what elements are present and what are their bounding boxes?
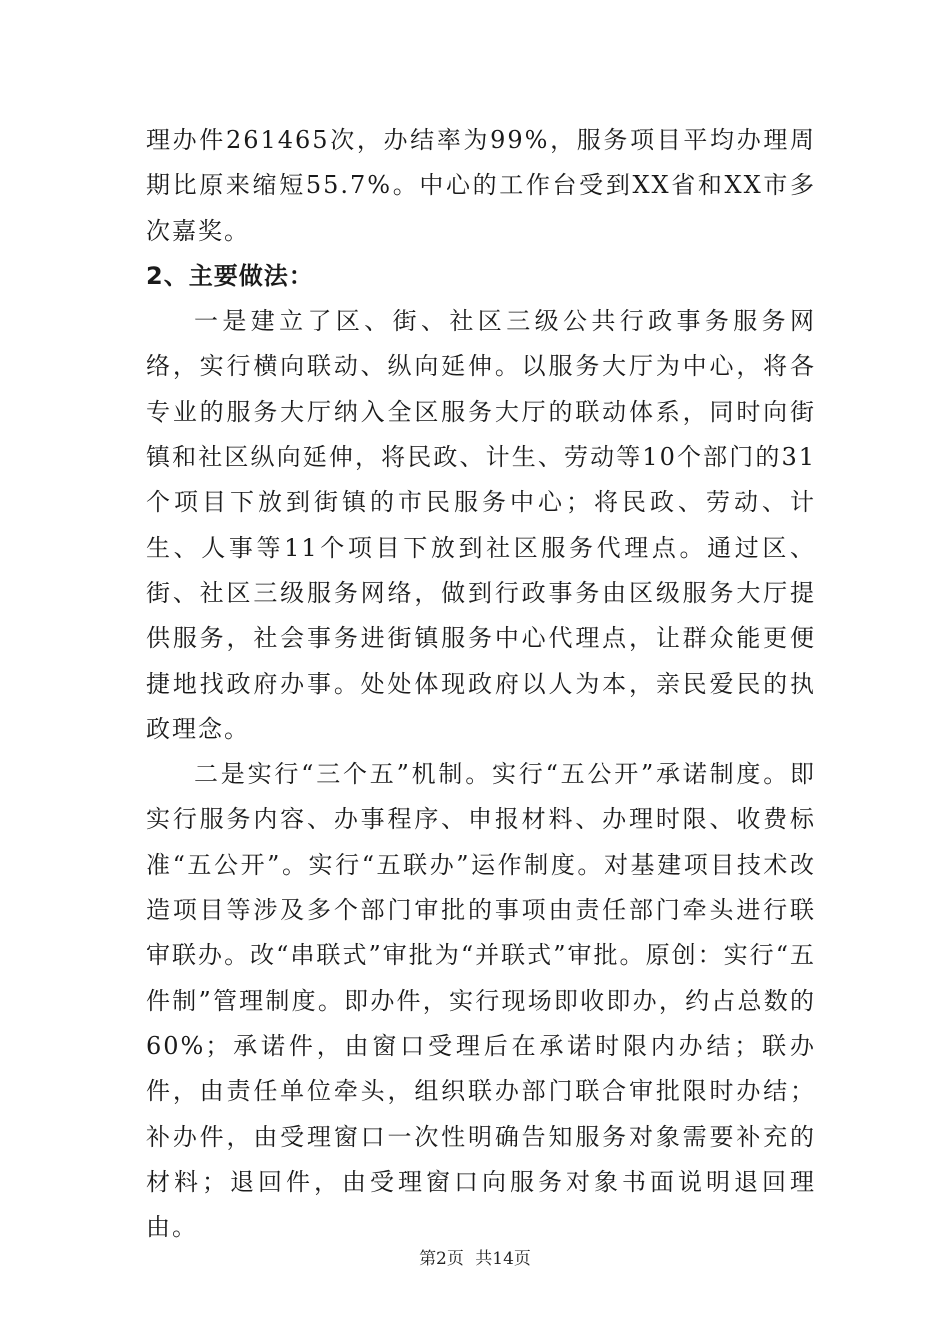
page-total: 共14页 bbox=[475, 1249, 531, 1269]
page-footer bbox=[0, 1244, 950, 1269]
document-body bbox=[146, 118, 816, 1250]
paragraph-continuation: 理办件261465次，办结率为99%，服务项目平均办理周期比原来缩短55.7%。中心的工作台受到XX省和XX市多次嘉奖。 bbox=[146, 126, 816, 245]
section-heading: 2、主要做法： bbox=[146, 261, 314, 290]
paragraph-three-five-mechanism: 二是实行“三个五”机制。实行“五公开”承诺制度。即实行服务内容、办事程序、申报材料、办理时限、收费标准“五公开”。实行“五联办”运作制度。对基建项目技术改造项目等涉及多个部门审批的事项由责任部门牵头进行联审联办。改“串联式”审批为“并联式”审批。原创：实行“五件制”管理制度。即办件，实行现场即收即办，约占总数的60%；承诺件，由窗口受理后在承诺时限内办结；联办件，由责任单位牵头，组织联办部门联合审批限时办结；补办件，由受理窗口一次性明确告知服务对象需要补充的材料；退回件，由受理窗口向服务对象书面说明退回理由。 bbox=[146, 760, 816, 1242]
page-number: 第2页 bbox=[419, 1249, 464, 1269]
paragraph-service-network: 一是建立了区、街、社区三级公共行政事务服务网络，实行横向联动、纵向延伸。以服务大厅为中心，将各专业的服务大厅纳入全区服务大厅的联动体系，同时向街镇和社区纵向延伸，将民政、计生、劳动等10个部门的31个项目下放到街镇的市民服务中心；将民政、劳动、计生、人事等11个项目下放到社区服务代理点。通过区、街、社区三级服务网络，做到行政事务由区级服务大厅提供服务，社会事务进街镇服务中心代理点，让群众能更便捷地找政府办事。处处体现政府以人为本，亲民爱民的执政理念。 bbox=[146, 307, 816, 743]
